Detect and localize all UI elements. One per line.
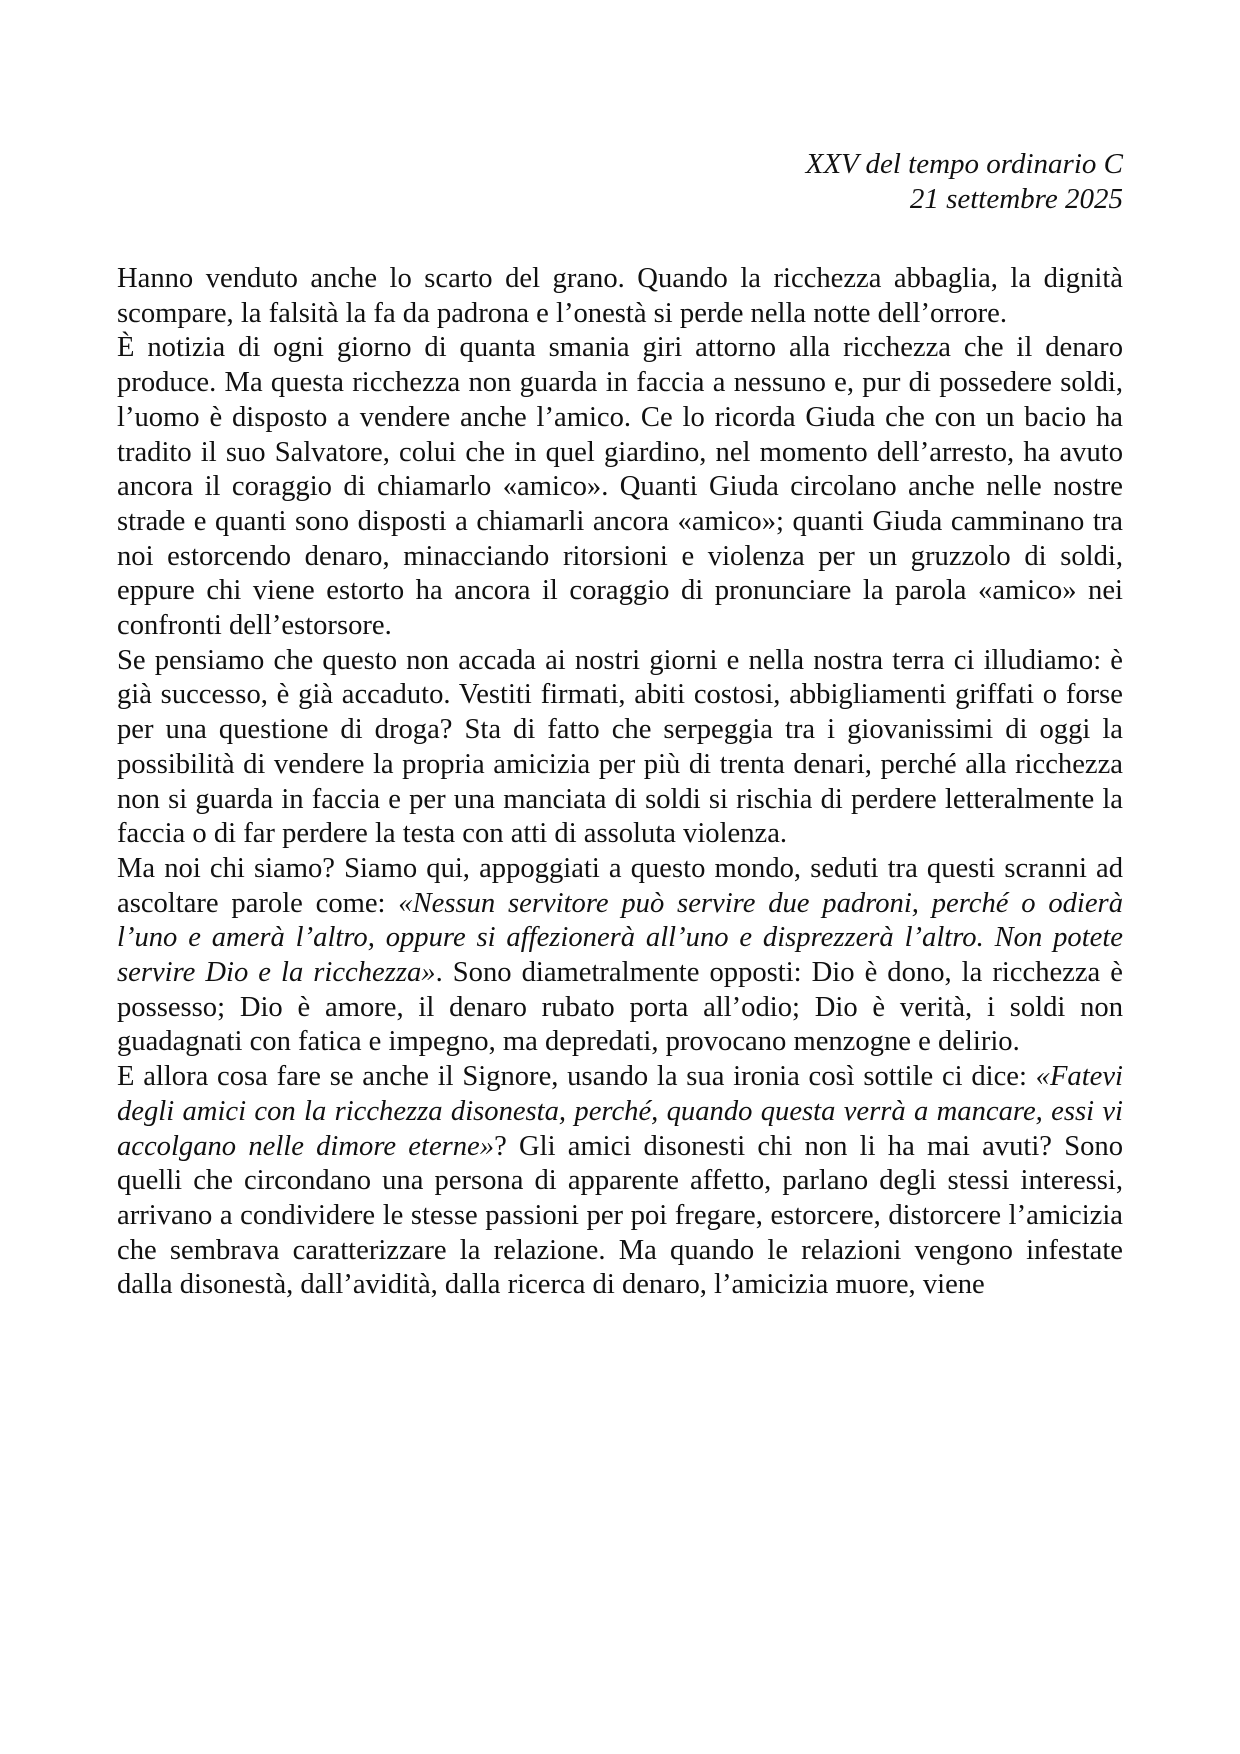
text-segment: . Sono diametralmente opposti: Dio è dono, la ricchezza è possesso; Dio è amore, il denaro rubato porta all’odio; Dio è verità, i soldi non guadagnati con fatica e impegno, ma depredati, provocano menzogne e delirio.: [117, 957, 1123, 1058]
text-segment: È notizia di ogni giorno di quanta smania giri attorno alla ricchezza che il denaro produce. Ma questa ricchezza non guarda in faccia a nessuno e, pur di possedere soldi, l’uomo è disposto a vendere anche l’amico. Ce lo ricorda Giuda che con un bacio ha tradito il suo Salvatore, colui che in quel giardino, nel momento dell’arresto, ha avuto ancora il coraggio di chiamarlo «amico». Quanti Giuda circolano anche nelle nostre strade e quanti sono disposti a chiamarli ancora «amico»; quanti Giuda camminano tra noi estorcendo denaro, minacciando ritorsioni e violenza per un gruzzolo di soldi, eppure chi viene estorto ha ancora il coraggio di pronunciare la parola «amico» nei confronti dell’estorsore.: [117, 332, 1123, 642]
text-segment: E allora cosa fare se anche il Signore, usando la sua ironia così sottile ci dice:: [117, 1061, 1036, 1093]
paragraph-1: [117, 262, 1123, 331]
document-date: 21 settembre 2025: [909, 183, 1123, 215]
text-segment: Ma noi chi siamo? Siamo qui, appoggiati a questo mondo, seduti tra questi scranni ad ascoltare parole come:: [117, 852, 1123, 919]
text-segment: Se pensiamo che questo non accada ai nostri giorni e nella nostra terra ci illudiamo: è già successo, è già accaduto. Vestiti firmati, abiti costosi, abbigliamenti griffati o forse per una questione di droga? Sta di fatto che serpeggia tra i giovanissimi di oggi la possibilità di vendere la propria amicizia per più di trenta denari, perché alla ricchezza non si guarda in faccia e per una manciata di soldi si rischia di perdere letteralmente la faccia o di far perdere la testa con atti di assoluta violenza.: [117, 644, 1123, 850]
paragraph-4: [117, 852, 1123, 1060]
paragraph-2: [117, 331, 1123, 643]
document-header: [806, 147, 1123, 217]
gospel-quote: «Nessun servitore può servire due padroni, perché o odierà l’uno e amerà l’altro, oppure si affezionerà all’uno e disprezzerà l’altro. Non potete servire Dio e la ricchezza»: [117, 887, 1123, 989]
text-segment: Hanno venduto anche lo scarto del grano. Quando la ricchezza abbaglia, la dignità scompare, la falsità la fa da padrona e l’onestà si perde nella notte dell’orrore.: [117, 263, 1123, 329]
paragraph-5: [117, 1060, 1123, 1303]
liturgical-title: XXV del tempo ordinario C: [805, 148, 1123, 180]
document-body: [117, 262, 1123, 1303]
gospel-quote: «Fatevi degli amici con la ricchezza disonesta, perché, quando questa verrà a mancare, essi vi accolgano nelle dimore eterne»: [117, 1061, 1123, 1162]
text-segment: ? Gli amici disonesti chi non li ha mai avuti? Sono quelli che circondano una persona di apparente affetto, parlano degli stessi interessi, arrivano a condividere le stesse passioni per poi fregare, estorcere, distorcere l’amicizia che sembrava caratterizzare la relazione. Ma quando le relazioni vengono infestate dalla disonestà, dall’avidità, dalla ricerca di denaro, l’amicizia muore, viene: [117, 1130, 1123, 1301]
paragraph-3: [117, 644, 1123, 852]
